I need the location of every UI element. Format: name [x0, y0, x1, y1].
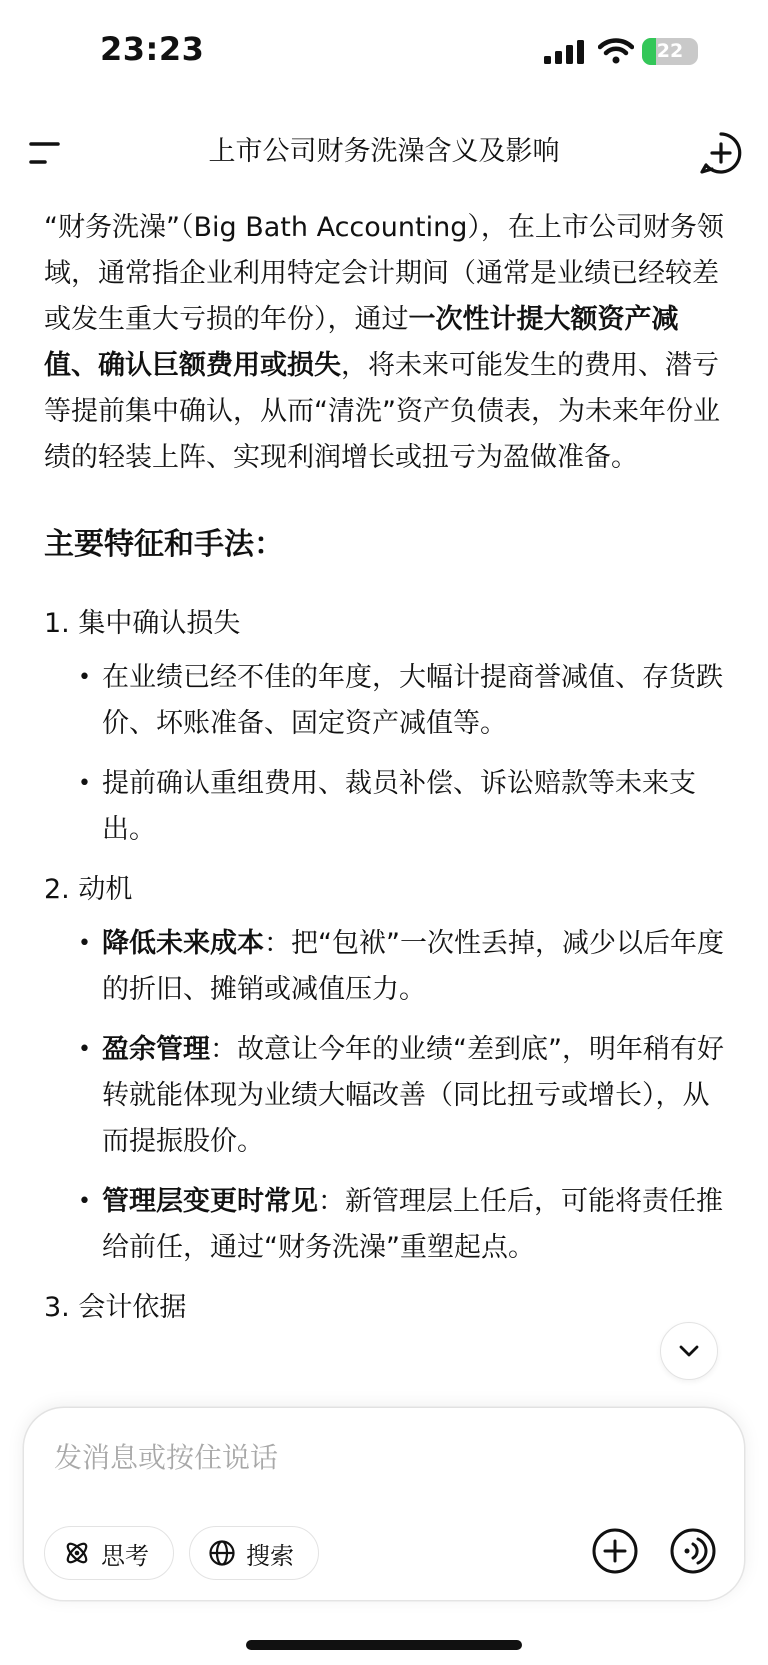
add-attachment-icon[interactable]	[590, 1526, 640, 1576]
list-item-title: 2. 动机	[44, 874, 133, 905]
list-item-title: 3. 会计依据	[44, 1292, 187, 1323]
battery-level: 22	[656, 40, 684, 62]
message-composer	[24, 1408, 744, 1600]
list-item: • 提前确认重组费用、裁员补偿、诉讼赔款等未来支出。	[44, 761, 724, 853]
new-chat-icon[interactable]	[698, 130, 744, 176]
wifi-icon	[598, 38, 634, 64]
intro-paragraph: “财务洗澡”（Big Bath Accounting），在上市公司财务领域，通常指企业利用特定会计期间（通常是业绩已经较差或发生重大亏损的年份），通过一次性计提大额资产减值、确认巨额费用或损失，将未来可能发生的费用、潜亏等提前集中确认，从而“清洗”资产负债表，为未来年份业绩的轻装上阵、实现利润增长或扭亏为盈做准备。	[44, 212, 724, 473]
think-label: 思考	[101, 1541, 149, 1570]
chevron-down-icon	[678, 1344, 700, 1358]
status-bar	[0, 0, 768, 100]
list-item: • 在业绩已经不佳的年度，大幅计提商誉减值、存货跌价、坏账准备、固定资产减值等。	[44, 655, 724, 747]
search-toggle-button[interactable]	[189, 1526, 319, 1580]
home-indicator[interactable]	[246, 1640, 522, 1650]
list-item: • 降低未来成本：把“包袱”一次性丢掉，减少以后年度的折旧、摊销或减值压力。	[44, 921, 724, 1013]
globe-icon	[208, 1539, 236, 1567]
search-label: 搜索	[246, 1541, 294, 1570]
bullet-list	[44, 655, 724, 853]
menu-icon[interactable]	[28, 136, 68, 170]
list-item: • 管理层变更时常见：新管理层上任后，可能将责任推给前任，通过“财务洗澡”重塑起点。	[44, 1179, 724, 1271]
list-item: • 盈余管理：故意让今年的业绩“差到底”，明年稍有好转就能体现为业绩大幅改善（同比扭亏或增长），从而提振股价。	[44, 1027, 724, 1165]
intro-bold-phrase: 一次性计提大额资产减值、确认巨额费用或损失	[44, 304, 679, 381]
atom-icon	[63, 1539, 91, 1567]
cellular-signal-icon	[544, 40, 584, 64]
scroll-to-bottom-button[interactable]	[660, 1322, 718, 1380]
voice-call-icon[interactable]	[668, 1526, 718, 1576]
status-time: 23:23	[100, 30, 205, 68]
think-toggle-button[interactable]	[44, 1526, 174, 1580]
bullet-list	[44, 921, 724, 1271]
section-heading: 主要特征和手法：	[44, 527, 284, 562]
message-input[interactable]	[54, 1432, 694, 1482]
battery-icon	[642, 38, 698, 65]
page-title: 上市公司财务洗澡含义及影响	[208, 136, 560, 167]
assistant-message	[44, 205, 724, 1339]
chat-header	[0, 120, 768, 186]
list-item-title: 1. 集中确认损失	[44, 608, 241, 639]
